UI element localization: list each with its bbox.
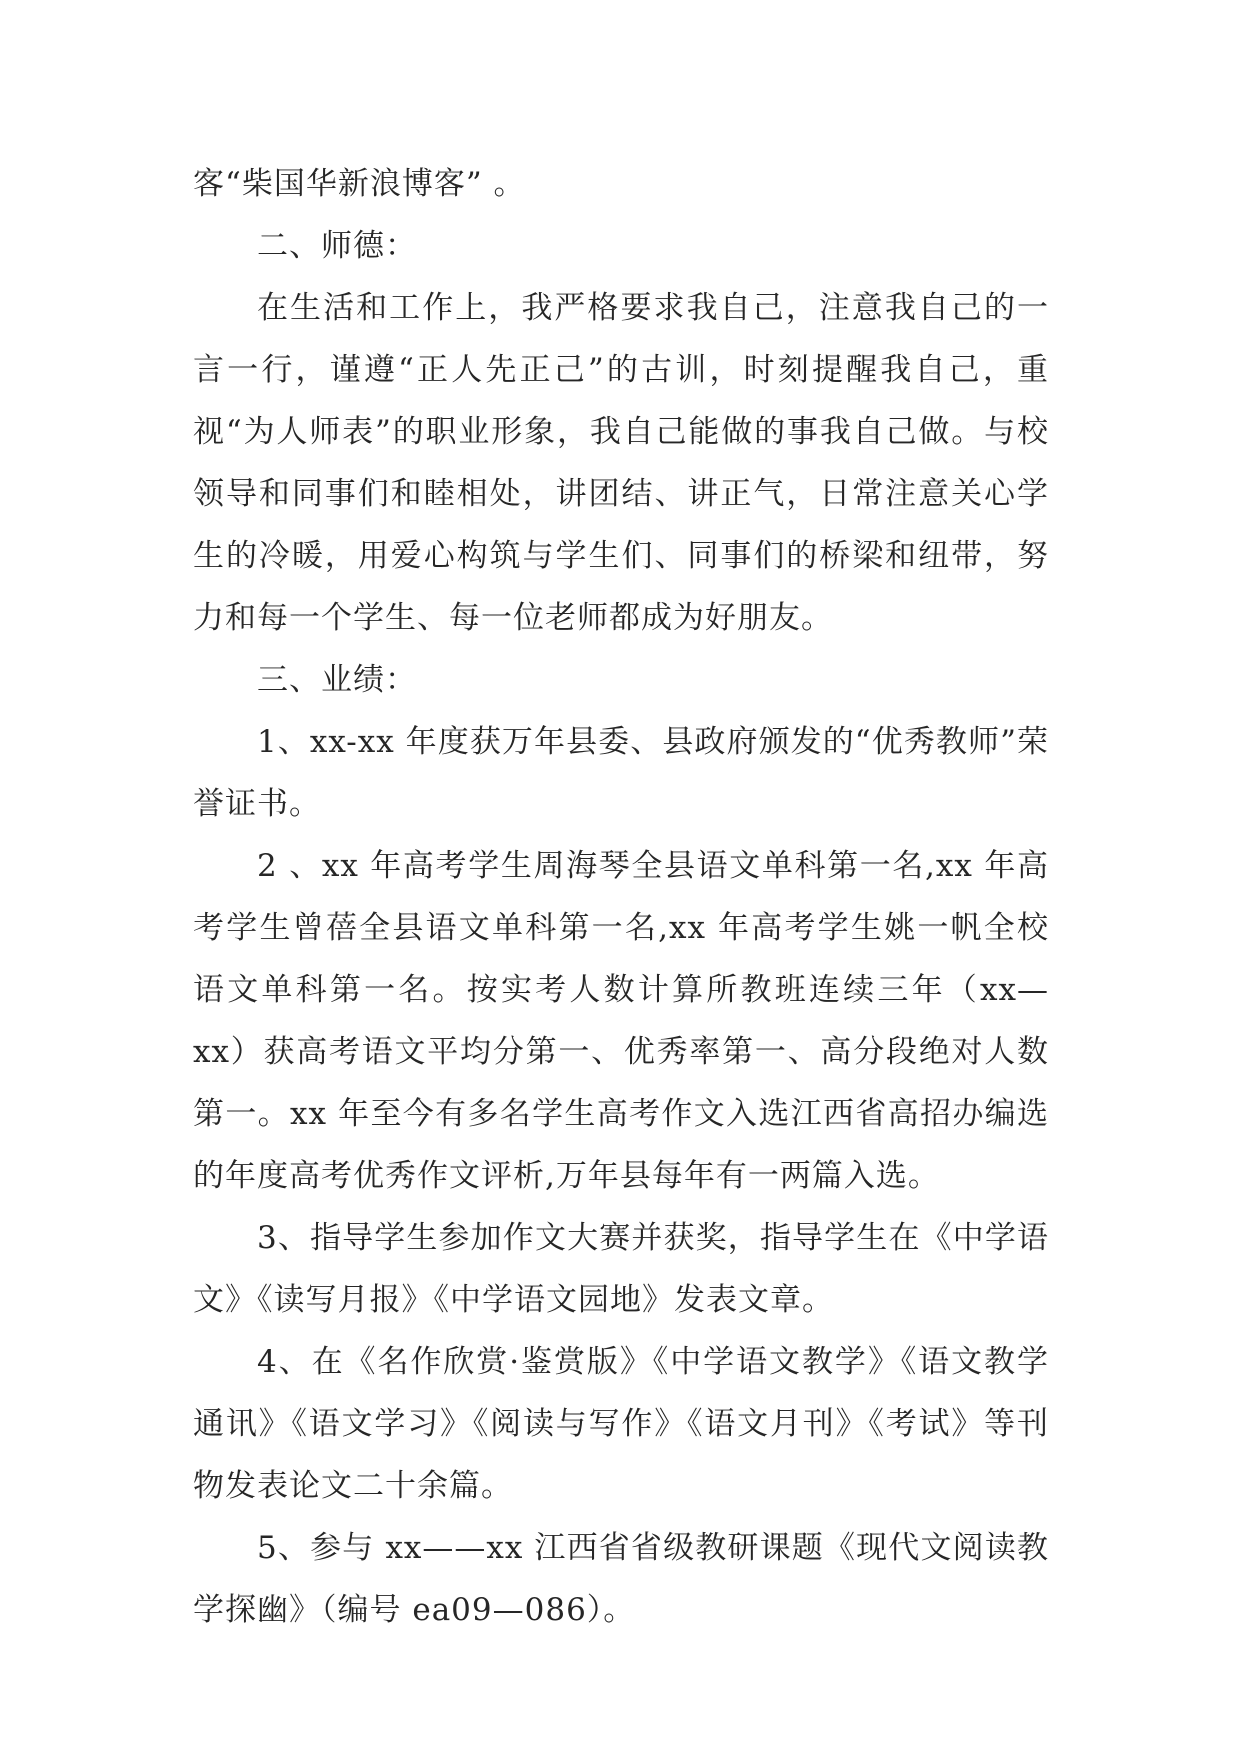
heading-teacher-ethics: 二、师德： [257, 228, 417, 264]
achievement-item-2: 2 、xx 年高考学生周海琴全县语文单科第一名,xx 年高考学生曾蓓全县语文单科第一名,xx 年高考学生姚一帆全校语文单科第一名。按实考人数计算所教班连续三年（xx—xx）获高考语文平均分第一、优秀率第一、高分段绝对人数第一。xx 年至今有多名学生高考作文入选江西省高招办编选的年度高考优秀作文评析,万年县每年有一两篇入选。 [193, 848, 1049, 1194]
achievement-item-5: 5、参与 xx——xx 江西省省级教研课题《现代文阅读教学探幽》（编号 ea09—086）。 [193, 1530, 1049, 1628]
paragraph-blog-continuation: 客“柴国华新浪博客” 。 [193, 166, 526, 202]
achievement-item-1: 1、xx-xx 年度获万年县委、县政府颁发的“优秀教师”荣誉证书。 [193, 724, 1049, 822]
achievement-item-4: 4、在《名作欣赏·鉴赏版》《中学语文教学》《语文教学通讯》《语文学习》《阅读与写作》《语文月刊》《考试》等刊物发表论文二十余篇。 [193, 1344, 1049, 1504]
document-body [193, 153, 1049, 1641]
achievement-item-3: 3、指导学生参加作文大赛并获奖，指导学生在《中学语文》《读写月报》《中学语文园地》发表文章。 [193, 1220, 1049, 1318]
heading-achievements: 三、业绩： [257, 662, 417, 698]
paragraph-ethics-body: 在生活和工作上，我严格要求我自己，注意我自己的一言一行，谨遵“正人先正己”的古训，时刻提醒我自己，重视“为人师表”的职业形象，我自己能做的事我自己做。与校领导和同事们和睦相处，讲团结、讲正气，日常注意关心学生的冷暖，用爱心构筑与学生们、同事们的桥梁和纽带，努力和每一个学生、每一位老师都成为好朋友。 [193, 290, 1049, 636]
